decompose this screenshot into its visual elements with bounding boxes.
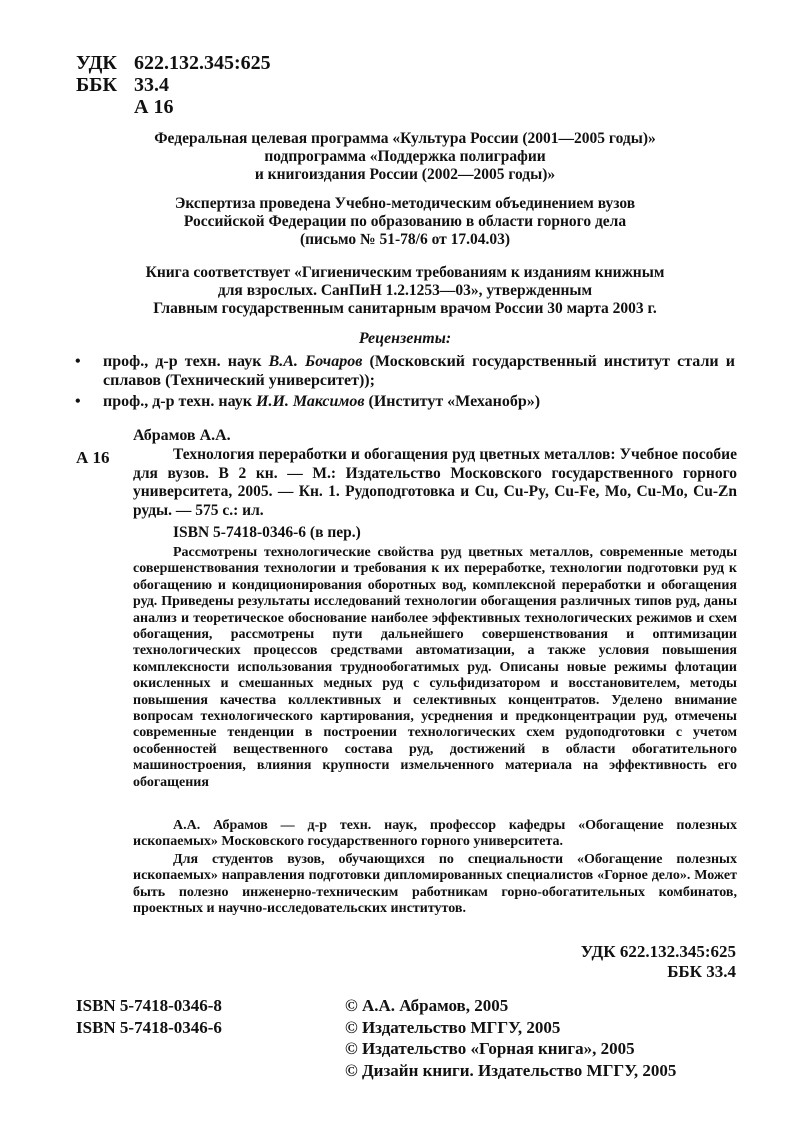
bbk-bottom-line: ББК 33.4 — [667, 962, 736, 981]
classification-codes — [76, 52, 271, 118]
bullet-icon: • — [75, 393, 81, 410]
expertise-line: Российской Федерации по образованию в области горного дела — [183, 213, 627, 230]
program-line: подпрограмма «Поддержка полиграфии — [264, 148, 546, 165]
library-code: А 16 — [76, 448, 110, 467]
reviewer-affiliation: (Институт «Механобр») — [364, 393, 541, 410]
copyright-item: © Издательство МГГУ, 2005 — [345, 1017, 561, 1037]
reviewer-item — [75, 352, 735, 390]
hygiene-note — [80, 264, 730, 318]
copyright-item: © Дизайн книги. Издательство МГГУ, 2005 — [345, 1060, 677, 1080]
author-bio-paragraph: А.А. Абрамов — д-р техн. наук, профессор кафедры «Обогащение полезных ископаемых» Московского государственного горного университета. — [133, 818, 737, 850]
bibliographic-description: Технология переработки и обогащения руд цветных металлов: Учебное пособие для вузов. В 2 кн. — М.: Издательство Московского государственного горного университета, 2005. — Кн. 1. Рудоподготовка и Cu, Cu-Py, Cu-Fe, Mo, Cu-Mo, Cu-Zn руды. — 575 с.: ил. — [133, 446, 737, 519]
copyright-list — [345, 995, 676, 1081]
hygiene-line: Главным государственным санитарным врачом России 30 марта 2003 г. — [153, 300, 657, 317]
isbn-item: ISBN 5-7418-0346-8 — [76, 996, 222, 1015]
program-line: и книгоиздания России (2002—2005 годы)» — [254, 166, 556, 183]
copyright-item: © Издательство «Горная книга», 2005 — [345, 1039, 635, 1058]
hygiene-line: для взрослых. СанПиН 1.2.1253—03», утвержденным — [217, 282, 593, 299]
isbn-binding: ISBN 5-7418-0346-6 (в пер.) — [173, 524, 361, 541]
udk-row — [76, 52, 271, 74]
reviewer-prefix: проф., д-р техн. наук — [103, 393, 256, 410]
isbn-list — [76, 995, 222, 1039]
expertise-line: Экспертиза проведена Учебно-методическим объединением вузов — [174, 195, 636, 212]
udk-label: УДК — [76, 52, 117, 74]
copyright-item: © А.А. Абрамов, 2005 — [345, 996, 509, 1015]
program-line: Федеральная целевая программа «Культура России (2001—2005 годы)» — [154, 130, 656, 147]
udk-bottom-line: УДК 622.132.345:625 — [580, 942, 736, 961]
isbn-item: ISBN 5-7418-0346-6 — [76, 1018, 222, 1037]
reviewer-prefix: проф., д-р техн. наук — [103, 353, 269, 370]
reviewers-list — [75, 352, 735, 413]
reviewer-name: В.А. Бочаров — [268, 353, 363, 370]
udk-value: 622.132.345:625 — [134, 52, 271, 74]
bbk-label: ББК — [76, 74, 117, 96]
udk-bottom-block — [581, 942, 736, 982]
bullet-icon: • — [75, 353, 81, 370]
expertise-note — [80, 195, 730, 249]
federal-program-note — [80, 130, 730, 184]
abstract-paragraph: Рассмотрены технологические свойства руд цветных металлов, современные методы совершенствования технологии и требования к их переработке, технологии подготовки руд к обогащению и кондиционирования оборотных вод, комплексной переработки и обогащения руд. Приведены результаты исследований технологии обогащения различных типов руд, даны анализ и теоретическое обоснование наиболее эффективных технологических режимов и схем обогащения, рассмотрены пути дальнейшего совершенствования и оптимизации технологических процессов средствами автоматизации, а также условия повышения комплексности использования труднообогатимых руд. Описаны новые режимы флотации окисленных и смешанных медных руд с сульфидизатором и восстановителем, методы повышения качества коллективных и селективных концентратов. Уделено внимание вопросам технологического картирования, усреднения и предконцентрации руд, отмечены современные тенденции в построении технологических схем рудоподготовки с учетом особенностей вещественного состава руд, достижений в области обогатительного машиностроения, влияния крупности измельченного материала на эффективность его обогащения — [133, 545, 737, 790]
audience-paragraph: Для студентов вузов, обучающихся по специальности «Обогащение полезных ископаемых» направления подготовки дипломированных специалистов «Горное дело». Может быть полезно инженерно-техническим работникам горно-обогатительных комбинатов, проектных и научно-исследовательских институтов. — [133, 852, 737, 917]
bbk-row — [76, 74, 271, 96]
expertise-line: (письмо № 51-78/6 от 17.04.03) — [299, 231, 511, 248]
reviewers-title: Рецензенты: — [358, 330, 452, 347]
reviewer-item — [75, 392, 735, 411]
bbk-value: 33.4 — [134, 74, 169, 96]
author-heading: Абрамов А.А. — [133, 427, 231, 444]
author-mark: А 16 — [134, 96, 174, 118]
reviewer-name: И.И. Максимов — [256, 393, 365, 410]
hygiene-line: Книга соответствует «Гигиеническим требованиям к изданиям книжным — [145, 264, 665, 281]
reviewer-affiliation: (Московский государственный институт стали и сплавов (Технический университет)); — [103, 353, 735, 389]
